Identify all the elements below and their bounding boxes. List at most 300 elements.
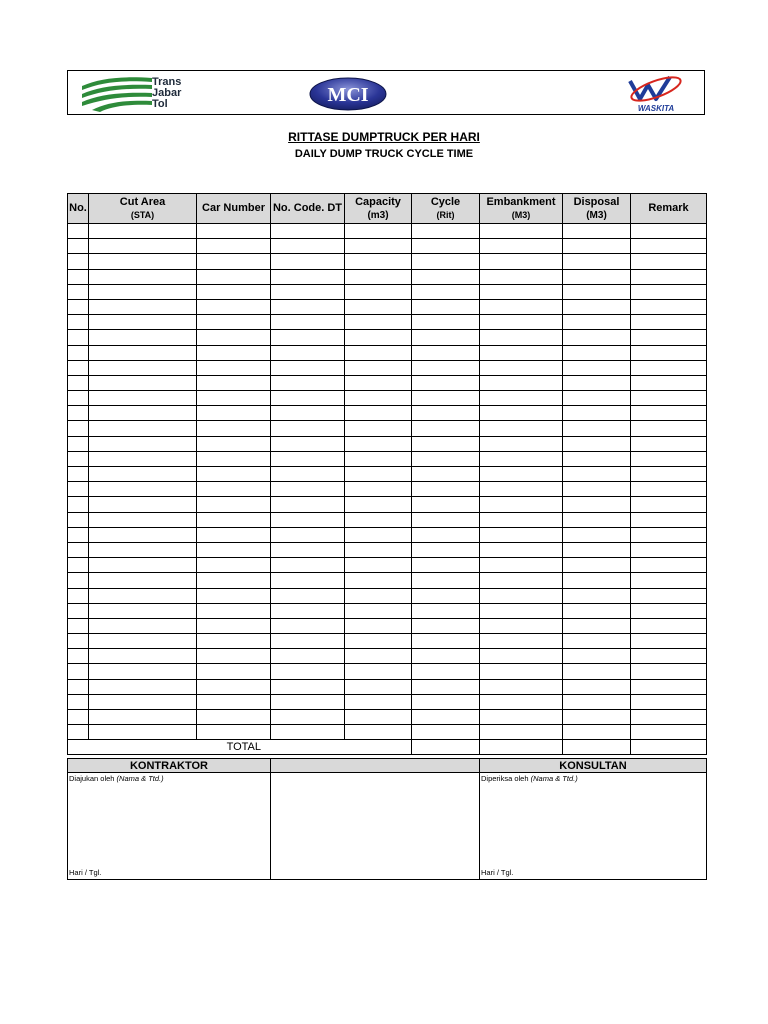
cell-cut-area[interactable] xyxy=(89,649,197,664)
cell-code-dt[interactable] xyxy=(271,224,345,239)
cell-no[interactable] xyxy=(68,588,89,603)
cell-remark[interactable] xyxy=(631,634,707,649)
cell-no[interactable] xyxy=(68,299,89,314)
cell-car-number[interactable] xyxy=(197,284,271,299)
cell-disposal[interactable] xyxy=(563,421,631,436)
cell-embankment[interactable] xyxy=(480,239,563,254)
cell-no[interactable] xyxy=(68,375,89,390)
cell-code-dt[interactable] xyxy=(271,649,345,664)
cell-cut-area[interactable] xyxy=(89,375,197,390)
cell-remark[interactable] xyxy=(631,558,707,573)
cell-disposal[interactable] xyxy=(563,664,631,679)
cell-car-number[interactable] xyxy=(197,224,271,239)
cell-car-number[interactable] xyxy=(197,299,271,314)
cell-disposal[interactable] xyxy=(563,694,631,709)
cell-no[interactable] xyxy=(68,634,89,649)
cell-embankment[interactable] xyxy=(480,391,563,406)
cell-code-dt[interactable] xyxy=(271,391,345,406)
cell-code-dt[interactable] xyxy=(271,269,345,284)
cell-cut-area[interactable] xyxy=(89,421,197,436)
cell-car-number[interactable] xyxy=(197,482,271,497)
cell-car-number[interactable] xyxy=(197,512,271,527)
cell-cycle[interactable] xyxy=(412,482,480,497)
cell-remark[interactable] xyxy=(631,330,707,345)
cell-car-number[interactable] xyxy=(197,360,271,375)
cell-capacity[interactable] xyxy=(345,664,412,679)
cell-cycle[interactable] xyxy=(412,345,480,360)
cell-capacity[interactable] xyxy=(345,299,412,314)
cell-remark[interactable] xyxy=(631,254,707,269)
cell-capacity[interactable] xyxy=(345,406,412,421)
cell-capacity[interactable] xyxy=(345,345,412,360)
cell-cycle[interactable] xyxy=(412,391,480,406)
cell-embankment[interactable] xyxy=(480,603,563,618)
cell-disposal[interactable] xyxy=(563,679,631,694)
cell-code-dt[interactable] xyxy=(271,527,345,542)
cell-disposal[interactable] xyxy=(563,224,631,239)
total-disposal-cell[interactable] xyxy=(563,740,631,755)
cell-cycle[interactable] xyxy=(412,284,480,299)
cell-capacity[interactable] xyxy=(345,269,412,284)
cell-embankment[interactable] xyxy=(480,618,563,633)
cell-no[interactable] xyxy=(68,315,89,330)
cell-cycle[interactable] xyxy=(412,497,480,512)
cell-code-dt[interactable] xyxy=(271,299,345,314)
cell-disposal[interactable] xyxy=(563,725,631,740)
cell-capacity[interactable] xyxy=(345,634,412,649)
cell-cycle[interactable] xyxy=(412,558,480,573)
cell-remark[interactable] xyxy=(631,497,707,512)
cell-remark[interactable] xyxy=(631,391,707,406)
cell-cut-area[interactable] xyxy=(89,710,197,725)
cell-code-dt[interactable] xyxy=(271,573,345,588)
cell-disposal[interactable] xyxy=(563,542,631,557)
cell-embankment[interactable] xyxy=(480,664,563,679)
cell-remark[interactable] xyxy=(631,694,707,709)
cell-remark[interactable] xyxy=(631,284,707,299)
cell-cycle[interactable] xyxy=(412,634,480,649)
cell-capacity[interactable] xyxy=(345,421,412,436)
cell-disposal[interactable] xyxy=(563,360,631,375)
middle-signature-box[interactable] xyxy=(271,773,480,880)
cell-capacity[interactable] xyxy=(345,649,412,664)
cell-cycle[interactable] xyxy=(412,421,480,436)
cell-no[interactable] xyxy=(68,451,89,466)
cell-remark[interactable] xyxy=(631,588,707,603)
cell-embankment[interactable] xyxy=(480,542,563,557)
cell-capacity[interactable] xyxy=(345,558,412,573)
cell-remark[interactable] xyxy=(631,618,707,633)
cell-car-number[interactable] xyxy=(197,375,271,390)
cell-cut-area[interactable] xyxy=(89,467,197,482)
cell-code-dt[interactable] xyxy=(271,694,345,709)
cell-no[interactable] xyxy=(68,558,89,573)
cell-embankment[interactable] xyxy=(480,573,563,588)
cell-disposal[interactable] xyxy=(563,618,631,633)
cell-cut-area[interactable] xyxy=(89,497,197,512)
cell-cut-area[interactable] xyxy=(89,269,197,284)
cell-disposal[interactable] xyxy=(563,269,631,284)
cell-cycle[interactable] xyxy=(412,315,480,330)
cell-no[interactable] xyxy=(68,436,89,451)
cell-remark[interactable] xyxy=(631,467,707,482)
cell-no[interactable] xyxy=(68,603,89,618)
cell-embankment[interactable] xyxy=(480,375,563,390)
cell-cycle[interactable] xyxy=(412,375,480,390)
cell-cycle[interactable] xyxy=(412,588,480,603)
cell-no[interactable] xyxy=(68,527,89,542)
cell-remark[interactable] xyxy=(631,603,707,618)
cell-cycle[interactable] xyxy=(412,239,480,254)
total-remark-cell[interactable] xyxy=(631,740,707,755)
cell-no[interactable] xyxy=(68,467,89,482)
cell-embankment[interactable] xyxy=(480,634,563,649)
cell-code-dt[interactable] xyxy=(271,664,345,679)
cell-car-number[interactable] xyxy=(197,436,271,451)
cell-embankment[interactable] xyxy=(480,315,563,330)
cell-car-number[interactable] xyxy=(197,330,271,345)
cell-remark[interactable] xyxy=(631,710,707,725)
cell-no[interactable] xyxy=(68,269,89,284)
cell-code-dt[interactable] xyxy=(271,725,345,740)
cell-car-number[interactable] xyxy=(197,694,271,709)
cell-embankment[interactable] xyxy=(480,679,563,694)
cell-embankment[interactable] xyxy=(480,588,563,603)
cell-remark[interactable] xyxy=(631,269,707,284)
cell-remark[interactable] xyxy=(631,436,707,451)
total-embankment-cell[interactable] xyxy=(480,740,563,755)
cell-disposal[interactable] xyxy=(563,558,631,573)
cell-no[interactable] xyxy=(68,391,89,406)
cell-cycle[interactable] xyxy=(412,710,480,725)
cell-capacity[interactable] xyxy=(345,694,412,709)
cell-cut-area[interactable] xyxy=(89,254,197,269)
cell-cut-area[interactable] xyxy=(89,360,197,375)
cell-remark[interactable] xyxy=(631,573,707,588)
cell-capacity[interactable] xyxy=(345,618,412,633)
cell-capacity[interactable] xyxy=(345,375,412,390)
cell-embankment[interactable] xyxy=(480,451,563,466)
cell-cycle[interactable] xyxy=(412,224,480,239)
cell-car-number[interactable] xyxy=(197,558,271,573)
cell-capacity[interactable] xyxy=(345,239,412,254)
cell-code-dt[interactable] xyxy=(271,436,345,451)
cell-remark[interactable] xyxy=(631,421,707,436)
cell-code-dt[interactable] xyxy=(271,467,345,482)
cell-code-dt[interactable] xyxy=(271,512,345,527)
cell-embankment[interactable] xyxy=(480,436,563,451)
cell-remark[interactable] xyxy=(631,482,707,497)
cell-capacity[interactable] xyxy=(345,542,412,557)
cell-embankment[interactable] xyxy=(480,527,563,542)
cell-capacity[interactable] xyxy=(345,603,412,618)
cell-car-number[interactable] xyxy=(197,451,271,466)
cell-car-number[interactable] xyxy=(197,634,271,649)
cell-cycle[interactable] xyxy=(412,269,480,284)
cell-cut-area[interactable] xyxy=(89,573,197,588)
cell-cut-area[interactable] xyxy=(89,603,197,618)
cell-embankment[interactable] xyxy=(480,497,563,512)
cell-no[interactable] xyxy=(68,649,89,664)
cell-disposal[interactable] xyxy=(563,315,631,330)
cell-disposal[interactable] xyxy=(563,512,631,527)
cell-no[interactable] xyxy=(68,710,89,725)
cell-remark[interactable] xyxy=(631,375,707,390)
cell-embankment[interactable] xyxy=(480,710,563,725)
cell-disposal[interactable] xyxy=(563,588,631,603)
cell-cycle[interactable] xyxy=(412,360,480,375)
cell-cut-area[interactable] xyxy=(89,527,197,542)
cell-disposal[interactable] xyxy=(563,482,631,497)
cell-disposal[interactable] xyxy=(563,284,631,299)
cell-disposal[interactable] xyxy=(563,299,631,314)
cell-code-dt[interactable] xyxy=(271,239,345,254)
cell-cut-area[interactable] xyxy=(89,618,197,633)
cell-car-number[interactable] xyxy=(197,618,271,633)
cell-cycle[interactable] xyxy=(412,618,480,633)
cell-code-dt[interactable] xyxy=(271,315,345,330)
cell-no[interactable] xyxy=(68,239,89,254)
cell-no[interactable] xyxy=(68,694,89,709)
cell-cut-area[interactable] xyxy=(89,558,197,573)
cell-no[interactable] xyxy=(68,725,89,740)
cell-capacity[interactable] xyxy=(345,588,412,603)
cell-no[interactable] xyxy=(68,406,89,421)
cell-cut-area[interactable] xyxy=(89,482,197,497)
cell-remark[interactable] xyxy=(631,360,707,375)
cell-remark[interactable] xyxy=(631,299,707,314)
cell-disposal[interactable] xyxy=(563,634,631,649)
cell-car-number[interactable] xyxy=(197,573,271,588)
cell-disposal[interactable] xyxy=(563,239,631,254)
cell-cut-area[interactable] xyxy=(89,588,197,603)
cell-cut-area[interactable] xyxy=(89,315,197,330)
cell-capacity[interactable] xyxy=(345,330,412,345)
cell-code-dt[interactable] xyxy=(271,254,345,269)
cell-cut-area[interactable] xyxy=(89,239,197,254)
cell-remark[interactable] xyxy=(631,224,707,239)
cell-car-number[interactable] xyxy=(197,649,271,664)
cell-no[interactable] xyxy=(68,497,89,512)
cell-capacity[interactable] xyxy=(345,391,412,406)
cell-disposal[interactable] xyxy=(563,345,631,360)
cell-cycle[interactable] xyxy=(412,451,480,466)
cell-code-dt[interactable] xyxy=(271,284,345,299)
cell-cut-area[interactable] xyxy=(89,299,197,314)
cell-code-dt[interactable] xyxy=(271,497,345,512)
cell-cut-area[interactable] xyxy=(89,406,197,421)
cell-cycle[interactable] xyxy=(412,512,480,527)
cell-remark[interactable] xyxy=(631,406,707,421)
cell-no[interactable] xyxy=(68,254,89,269)
cell-embankment[interactable] xyxy=(480,406,563,421)
cell-cycle[interactable] xyxy=(412,603,480,618)
cell-code-dt[interactable] xyxy=(271,710,345,725)
cell-no[interactable] xyxy=(68,482,89,497)
cell-no[interactable] xyxy=(68,679,89,694)
cell-capacity[interactable] xyxy=(345,527,412,542)
cell-no[interactable] xyxy=(68,542,89,557)
cell-cut-area[interactable] xyxy=(89,224,197,239)
cell-disposal[interactable] xyxy=(563,710,631,725)
cell-remark[interactable] xyxy=(631,664,707,679)
cell-no[interactable] xyxy=(68,224,89,239)
cell-cycle[interactable] xyxy=(412,467,480,482)
cell-disposal[interactable] xyxy=(563,436,631,451)
cell-embankment[interactable] xyxy=(480,467,563,482)
cell-cycle[interactable] xyxy=(412,664,480,679)
cell-remark[interactable] xyxy=(631,315,707,330)
cell-car-number[interactable] xyxy=(197,406,271,421)
cell-embankment[interactable] xyxy=(480,330,563,345)
cell-car-number[interactable] xyxy=(197,467,271,482)
cell-embankment[interactable] xyxy=(480,482,563,497)
cell-cut-area[interactable] xyxy=(89,391,197,406)
cell-car-number[interactable] xyxy=(197,527,271,542)
cell-cycle[interactable] xyxy=(412,330,480,345)
cell-embankment[interactable] xyxy=(480,254,563,269)
cell-disposal[interactable] xyxy=(563,649,631,664)
cell-cut-area[interactable] xyxy=(89,634,197,649)
cell-code-dt[interactable] xyxy=(271,421,345,436)
cell-code-dt[interactable] xyxy=(271,345,345,360)
cell-cut-area[interactable] xyxy=(89,436,197,451)
cell-disposal[interactable] xyxy=(563,391,631,406)
cell-cycle[interactable] xyxy=(412,649,480,664)
cell-capacity[interactable] xyxy=(345,315,412,330)
cell-cycle[interactable] xyxy=(412,254,480,269)
cell-capacity[interactable] xyxy=(345,451,412,466)
cell-code-dt[interactable] xyxy=(271,558,345,573)
cell-capacity[interactable] xyxy=(345,284,412,299)
cell-no[interactable] xyxy=(68,573,89,588)
cell-remark[interactable] xyxy=(631,649,707,664)
cell-cycle[interactable] xyxy=(412,406,480,421)
total-cycle-cell[interactable] xyxy=(412,740,480,755)
cell-car-number[interactable] xyxy=(197,391,271,406)
cell-code-dt[interactable] xyxy=(271,679,345,694)
cell-cycle[interactable] xyxy=(412,527,480,542)
cell-cycle[interactable] xyxy=(412,694,480,709)
cell-no[interactable] xyxy=(68,664,89,679)
cell-remark[interactable] xyxy=(631,345,707,360)
cell-car-number[interactable] xyxy=(197,254,271,269)
cell-cycle[interactable] xyxy=(412,679,480,694)
cell-embankment[interactable] xyxy=(480,345,563,360)
cell-car-number[interactable] xyxy=(197,725,271,740)
cell-capacity[interactable] xyxy=(345,512,412,527)
cell-car-number[interactable] xyxy=(197,542,271,557)
cell-code-dt[interactable] xyxy=(271,375,345,390)
cell-cycle[interactable] xyxy=(412,725,480,740)
cell-capacity[interactable] xyxy=(345,725,412,740)
cell-code-dt[interactable] xyxy=(271,588,345,603)
cell-cut-area[interactable] xyxy=(89,345,197,360)
cell-no[interactable] xyxy=(68,512,89,527)
cell-car-number[interactable] xyxy=(197,315,271,330)
cell-disposal[interactable] xyxy=(563,467,631,482)
kontraktor-signature-box[interactable] xyxy=(68,773,271,880)
cell-no[interactable] xyxy=(68,330,89,345)
cell-embankment[interactable] xyxy=(480,725,563,740)
cell-capacity[interactable] xyxy=(345,436,412,451)
cell-embankment[interactable] xyxy=(480,224,563,239)
cell-car-number[interactable] xyxy=(197,269,271,284)
cell-cycle[interactable] xyxy=(412,573,480,588)
cell-capacity[interactable] xyxy=(345,360,412,375)
cell-remark[interactable] xyxy=(631,725,707,740)
cell-car-number[interactable] xyxy=(197,710,271,725)
cell-embankment[interactable] xyxy=(480,694,563,709)
cell-disposal[interactable] xyxy=(563,527,631,542)
cell-code-dt[interactable] xyxy=(271,634,345,649)
cell-cut-area[interactable] xyxy=(89,451,197,466)
cell-cut-area[interactable] xyxy=(89,330,197,345)
cell-remark[interactable] xyxy=(631,542,707,557)
cell-disposal[interactable] xyxy=(563,451,631,466)
cell-car-number[interactable] xyxy=(197,588,271,603)
cell-capacity[interactable] xyxy=(345,573,412,588)
cell-capacity[interactable] xyxy=(345,679,412,694)
cell-cut-area[interactable] xyxy=(89,694,197,709)
cell-cut-area[interactable] xyxy=(89,542,197,557)
cell-capacity[interactable] xyxy=(345,497,412,512)
cell-car-number[interactable] xyxy=(197,679,271,694)
cell-capacity[interactable] xyxy=(345,482,412,497)
cell-disposal[interactable] xyxy=(563,330,631,345)
cell-embankment[interactable] xyxy=(480,558,563,573)
cell-cut-area[interactable] xyxy=(89,664,197,679)
cell-disposal[interactable] xyxy=(563,497,631,512)
cell-capacity[interactable] xyxy=(345,710,412,725)
cell-embankment[interactable] xyxy=(480,649,563,664)
cell-code-dt[interactable] xyxy=(271,603,345,618)
cell-remark[interactable] xyxy=(631,527,707,542)
cell-no[interactable] xyxy=(68,360,89,375)
cell-cut-area[interactable] xyxy=(89,725,197,740)
cell-no[interactable] xyxy=(68,284,89,299)
cell-remark[interactable] xyxy=(631,512,707,527)
cell-capacity[interactable] xyxy=(345,224,412,239)
cell-code-dt[interactable] xyxy=(271,482,345,497)
cell-embankment[interactable] xyxy=(480,421,563,436)
cell-car-number[interactable] xyxy=(197,664,271,679)
cell-cycle[interactable] xyxy=(412,436,480,451)
cell-code-dt[interactable] xyxy=(271,542,345,557)
cell-no[interactable] xyxy=(68,618,89,633)
cell-code-dt[interactable] xyxy=(271,360,345,375)
cell-code-dt[interactable] xyxy=(271,406,345,421)
cell-car-number[interactable] xyxy=(197,497,271,512)
cell-disposal[interactable] xyxy=(563,406,631,421)
cell-capacity[interactable] xyxy=(345,254,412,269)
konsultan-signature-box[interactable] xyxy=(480,773,707,880)
cell-cut-area[interactable] xyxy=(89,679,197,694)
cell-cycle[interactable] xyxy=(412,299,480,314)
cell-code-dt[interactable] xyxy=(271,330,345,345)
cell-embankment[interactable] xyxy=(480,269,563,284)
cell-cycle[interactable] xyxy=(412,542,480,557)
cell-car-number[interactable] xyxy=(197,421,271,436)
cell-car-number[interactable] xyxy=(197,345,271,360)
cell-embankment[interactable] xyxy=(480,284,563,299)
cell-embankment[interactable] xyxy=(480,360,563,375)
cell-disposal[interactable] xyxy=(563,603,631,618)
cell-code-dt[interactable] xyxy=(271,451,345,466)
cell-capacity[interactable] xyxy=(345,467,412,482)
cell-cut-area[interactable] xyxy=(89,512,197,527)
cell-remark[interactable] xyxy=(631,451,707,466)
